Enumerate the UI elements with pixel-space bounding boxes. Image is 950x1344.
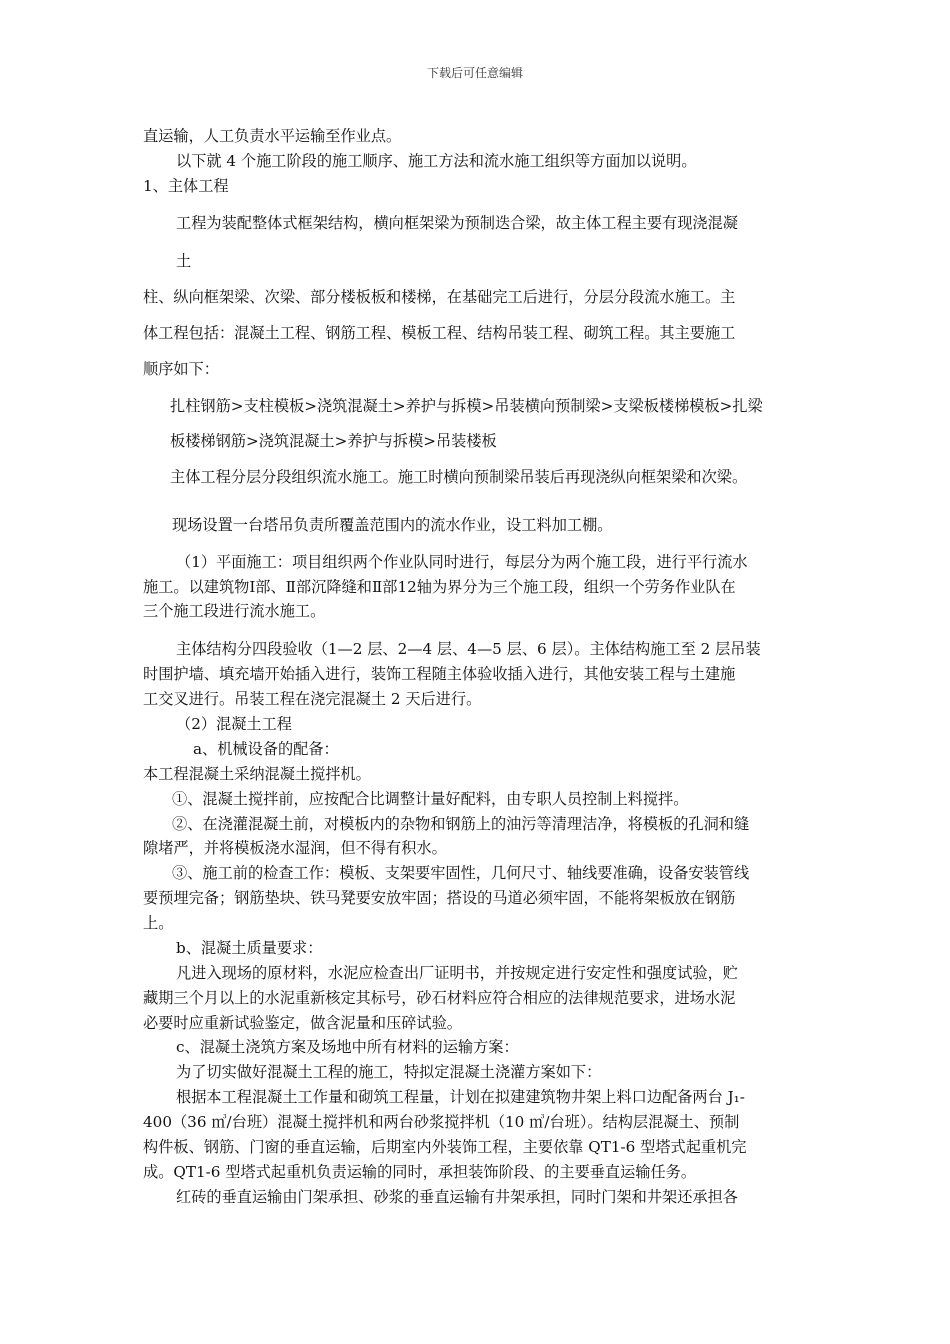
text-line: 土	[176, 252, 192, 270]
text-line: 必要时应重新试验鉴定，做含泥量和压碎试验。	[143, 1014, 462, 1032]
text-line: 直运输，人工负责水平运输至作业点。	[143, 127, 402, 145]
text-line: 凡进入现场的原材料，水泥应检查出厂证明书，并按规定进行安定性和强度试验，贮	[176, 964, 738, 982]
text-line: 400（36 ㎥/台班）混凝土搅拌机和两台砂浆搅拌机（10 ㎥/台班）。结构层混凝土、预制	[143, 1113, 740, 1131]
text-line: 顺序如下：	[143, 360, 219, 378]
text-line: 以下就 4 个施工阶段的施工顺序、施工方法和流水施工组织等方面加以说明。	[176, 152, 697, 170]
text-line: ②、在浇灌混凝土前，对模板内的杂物和钢筋上的油污等清理洁净，将模板的孔洞和缝	[172, 815, 750, 833]
section-heading: 1、主体工程	[143, 177, 229, 195]
text-line: 工程为装配整体式框架结构，横向框架梁为预制迭合梁，故主体工程主要有现浇混凝	[176, 214, 738, 232]
text-line: 柱、纵向框架梁、次梁、部分楼板板和楼梯，在基础完工后进行，分层分段流水施工。主	[143, 288, 736, 306]
text-line: 本工程混凝土采纳混凝土搅拌机。	[143, 765, 371, 783]
text-line: 现场设置一台塔吊负责所覆盖范围内的流水作业，设工料加工棚。	[172, 516, 613, 534]
text-line: 根据本工程混凝土工作量和砌筑工程量，计划在拟建建筑物井架上料口边配备两台 J₁-	[176, 1088, 745, 1106]
text-line: 红砖的垂直运输由门架承担、砂浆的垂直运输有井架承担，同时门架和井架还承担各	[176, 1188, 738, 1206]
text-line: 成。QT1-6 型塔式起重机负责运输的同时，承担装饰阶段、的主要垂直运输任务。	[143, 1163, 697, 1181]
text-line: （1）平面施工：项目组织两个作业队同时进行，每层分为两个施工段，进行平行流水	[176, 553, 748, 571]
text-line: 主体结构分四段验收（1—2 层、2—4 层、4—5 层、6 层）。主体结构施工至 2 层吊装	[176, 640, 761, 658]
text-line: 体工程包括：混凝土工程、钢筋工程、模板工程、结构吊装工程、砌筑工程。其主要施工	[143, 324, 736, 342]
text-line: 三个施工段进行流水施工。	[143, 602, 326, 620]
text-line: 要预埋完备；钢筋垫块、铁马凳要安放牢固；搭设的马道必须牢固，不能将架板放在钢筋	[143, 889, 736, 907]
text-line: c、混凝土浇筑方案及场地中所有材料的运输方案：	[176, 1038, 519, 1056]
text-line: 隙堵严，并将模板浇水湿润，但不得有积水。	[143, 839, 447, 857]
text-line: 主体工程分层分段组织流水施工。施工时横向预制梁吊装后再现浇纵向框架梁和次梁。	[170, 468, 748, 486]
text-line: 施工。以建筑物Ⅰ部、Ⅱ部沉降缝和Ⅱ部12轴为界分为三个施工段，组织一个劳务作业队在	[143, 578, 736, 596]
text-line: 藏期三个月以上的水泥重新核定其标号，砂石材料应符合相应的法律规范要求，进场水泥	[143, 989, 736, 1007]
text-line: ③、施工前的检查工作：模板、支架要牢固性，几何尺寸、轴线要准确，设备安装管线	[172, 864, 750, 882]
text-line: a、机械设备的配备：	[193, 740, 339, 758]
text-line: 上。	[143, 914, 174, 932]
text-line: ①、混凝土搅拌前，应按配合比调整计量好配料，由专职人员控制上料搅拌。	[172, 790, 689, 808]
text-line: b、混凝土质量要求：	[176, 939, 323, 957]
text-line: 工交叉进行。吊装工程在浇完混凝土 2 天后进行。	[143, 690, 482, 708]
text-line: 板楼梯钢筋>浇筑混凝土>养护与拆模>吊装楼板	[170, 432, 497, 450]
text-line: 扎柱钢筋>支柱模板>浇筑混凝土>养护与拆模>吊装横向预制梁>支梁板楼梯模板>扎梁	[170, 397, 763, 415]
page-header: 下载后可任意编辑	[426, 66, 523, 80]
subsection-heading: （2）混凝土工程	[176, 715, 292, 733]
text-line: 构件板、钢筋、门窗的垂直运输，后期室内外装饰工程，主要依靠 QT1-6 型塔式起重机完	[143, 1138, 747, 1156]
text-line: 时围护墙、填充墙开始插入进行，装饰工程随主体验收插入进行，其他安装工程与土建施	[143, 665, 736, 683]
text-line: 为了切实做好混凝土工程的施工，特拟定混凝土浇灌方案如下：	[176, 1063, 602, 1081]
